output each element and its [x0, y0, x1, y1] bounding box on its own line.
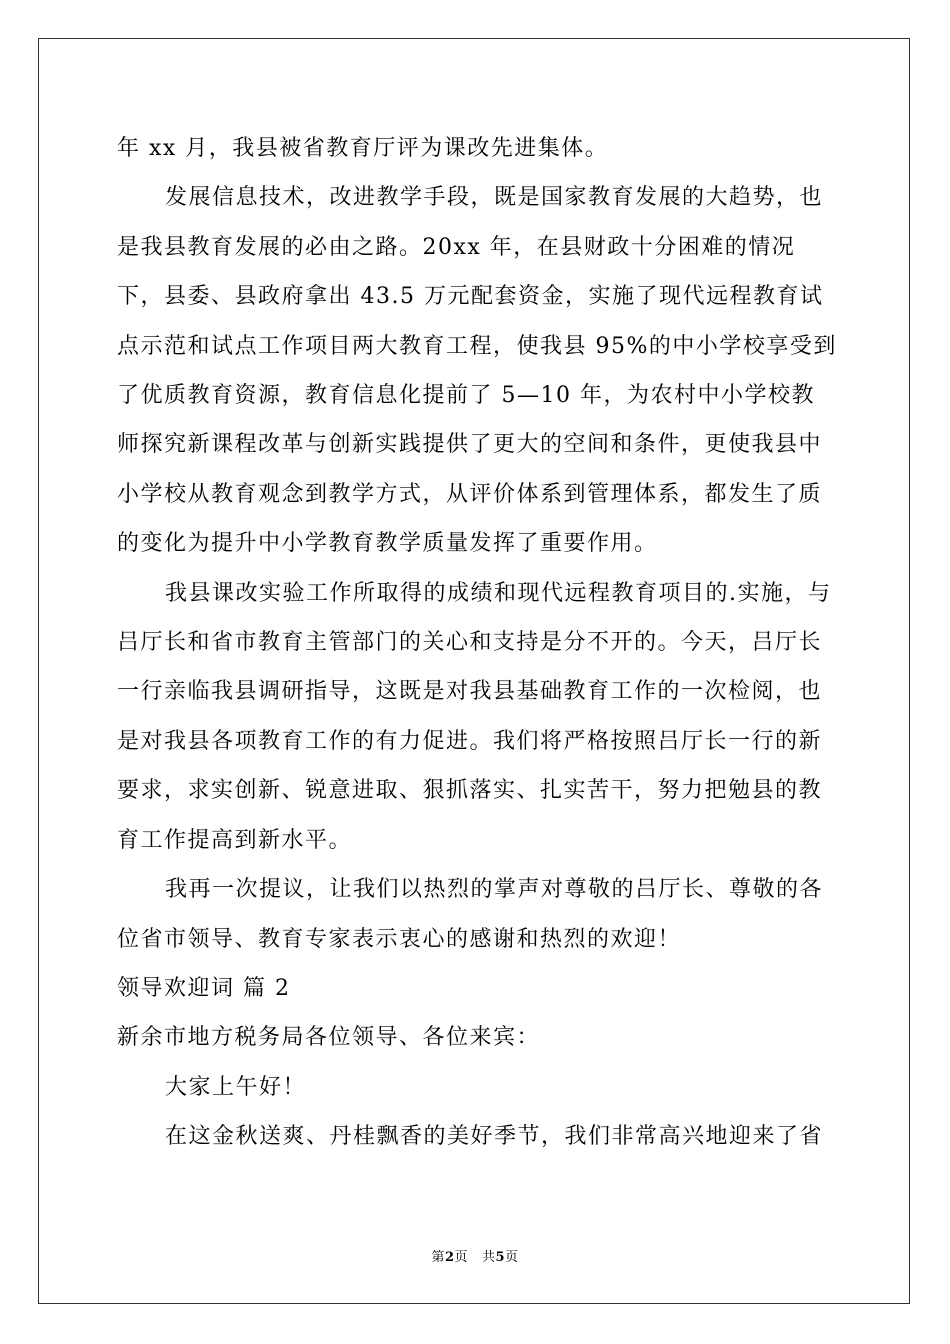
greeting: 大家上午好！ [165, 1074, 307, 1100]
paragraph-3: 我县课改实验工作所取得的成绩和现代远程教育项目的.实施，与吕厅长和省市教育主管部门的关心和支持是分不开的。今天，吕厅长一行亲临我县调研指导，这既是对我县基础教育工作的一次检阅，也是对我县各项教育工作的有力促进。我们将严格按照吕厅长一行的新要求，求实创新、锐意进取、狠抓落实、扎实苦干，努力把勉县的教育工作提高到新水平。 [117, 580, 832, 853]
total-suffix: 页 [505, 1250, 519, 1265]
page-prefix: 第 [431, 1250, 445, 1265]
total-prefix: 共 [481, 1250, 496, 1265]
page-number: 2 [444, 1250, 455, 1265]
total-pages: 5 [495, 1250, 506, 1265]
page-footer [0, 1246, 950, 1265]
paragraph-last: 在这金秋送爽、丹桂飘香的美好季节，我们非常高兴地迎来了省 [165, 1124, 824, 1150]
section-heading: 领导欢迎词 篇 2 [117, 975, 291, 1001]
paragraph-4: 我再一次提议，让我们以热烈的掌声对尊敬的吕厅长、尊敬的各位省市领导、教育专家表示衷心的感谢和热烈的欢迎！ [117, 877, 824, 952]
page-suffix: 页 [454, 1250, 469, 1265]
paragraph-2: 发展信息技术，改进教学手段，既是国家教育发展的大趋势，也是我县教育发展的必由之路。20xx 年，在县财政十分困难的情况下，县委、县政府拿出 43.5 万元配套资金，实施了现代远程教育试点示范和试点工作项目两大教育工程，使我县 95%的中小学校享受到了优质教育资源，教育信息化提前了 5—10 年，为农村中小学校教师探究新课程改革与创新实践提供了更大的空间和条件，更使我县中小学校从教育观念到教学方式，从评价体系到管理体系，都发生了质的变化为提升中小学教育教学质量发挥了重要作用。 [117, 185, 837, 557]
salutation: 新余市地方税务局各位领导、各位来宾： [117, 1025, 541, 1051]
document-body [117, 124, 837, 1162]
paragraph-1: 年 xx 月，我县被省教育厅评为课改先进集体。 [117, 136, 609, 161]
